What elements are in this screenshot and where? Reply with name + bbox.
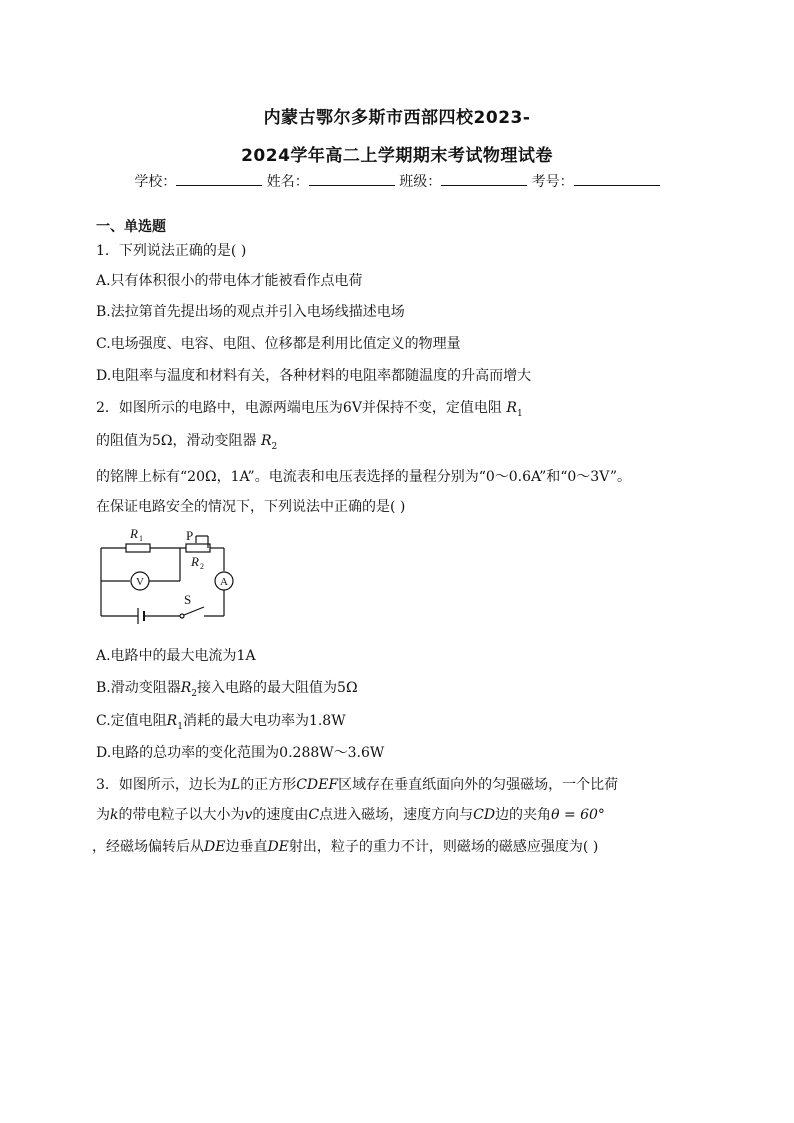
option-c-text: C.定值电阻 <box>96 713 167 729</box>
question-3-line-2 <box>96 804 605 824</box>
circuit-label-r1: R <box>130 526 138 541</box>
q3-text: 边的夹角 <box>495 807 552 823</box>
question-1-option-b: B.法拉第首先提出场的观点并引入电场线描述电场 <box>96 304 405 320</box>
question-1-option-a: A.只有体积很小的带电体才能被看作点电荷 <box>96 273 363 289</box>
r1-symbol: R <box>506 400 517 416</box>
q3-text: 3．如图所示，边长为 <box>96 777 231 793</box>
question-2-stem-line-2 <box>96 430 277 452</box>
question-2-stem-line-1 <box>96 397 523 419</box>
r2-symbol: R <box>180 680 192 696</box>
switch-label: S <box>184 592 192 607</box>
r1-subscript: 1 <box>177 721 183 732</box>
question-2-stem-line-3: 的铭牌上标有“20Ω，1A”。电流表和电压表选择的量程分别为“0～0.6A”和“0～3V”。 <box>96 469 631 485</box>
r1-subscript: 1 <box>516 408 523 419</box>
question-2-text: 的阻值为5Ω，滑动变阻器 <box>96 433 257 449</box>
exam-title-line-2: 2024学年高二上学期期末考试物理试卷 <box>241 146 553 166</box>
ammeter-label: A <box>220 576 228 588</box>
section-heading: 一、单选题 <box>96 219 166 235</box>
q3-symbol-de: DE <box>204 839 226 855</box>
r2-symbol: R <box>260 433 272 449</box>
question-1-stem: 1．下列说法正确的是( ) <box>96 243 247 259</box>
resistor-r1 <box>126 544 150 552</box>
r2-subscript: 2 <box>191 688 198 699</box>
q3-symbol-c: C <box>308 807 320 823</box>
q3-angle: θ = 60° <box>551 807 605 823</box>
class-blank[interactable] <box>441 172 527 186</box>
q3-text: ，经磁场偏转后从 <box>92 839 204 855</box>
q3-text: 的速度由 <box>252 807 309 823</box>
q3-text: 边垂直 <box>225 839 268 855</box>
student-info-fields <box>0 171 794 191</box>
r1-symbol: R <box>166 713 178 729</box>
q3-symbol-cd: CD <box>473 807 496 823</box>
q3-text: 的带电粒子以大小为 <box>118 807 245 823</box>
q3-symbol-k: k <box>110 807 119 823</box>
option-b-text: 接入电路的最大阻值为5Ω <box>197 680 358 696</box>
question-2-option-b <box>96 677 358 699</box>
question-2-stem-line-4: 在保证电路安全的情况下，下列说法中正确的是( ) <box>96 499 406 515</box>
exam-number-blank[interactable] <box>574 172 660 186</box>
circuit-label-r2-sub: 2 <box>200 562 204 571</box>
circuit-label-r1-sub: 1 <box>139 534 143 543</box>
switch-contact <box>180 614 184 618</box>
q3-symbol-l: L <box>230 777 241 793</box>
switch-blade <box>184 607 204 615</box>
rheostat-r2 <box>186 544 210 552</box>
option-c-text: 消耗的最大电功率为1.8W <box>182 713 346 729</box>
name-label: 姓名： <box>266 174 309 190</box>
question-3-line-3 <box>92 836 598 856</box>
circuit-label-r2: R <box>191 554 199 569</box>
q3-text: 为 <box>96 807 110 823</box>
exam-number-label: 考号： <box>531 174 574 190</box>
school-blank[interactable] <box>176 172 262 186</box>
circuit-label-p: P <box>186 528 194 543</box>
q3-text: 的正方形 <box>240 777 297 793</box>
voltmeter-label: V <box>136 576 144 588</box>
name-blank[interactable] <box>309 172 395 186</box>
question-2-text: 2．如图所示的电路中，电源两端电压为6V并保持不变，定值电阻 <box>96 400 502 416</box>
question-1-option-c: C.电场强度、电容、电阻、位移都是利用比值定义的物理量 <box>96 336 461 352</box>
option-b-text: B.滑动变阻器 <box>96 680 181 696</box>
question-2-option-d: D.电路的总功率的变化范围为0.288W～3.6W <box>96 745 385 761</box>
circuit-diagram <box>96 524 246 624</box>
q3-text: 区域存在垂直纸面向外的匀强磁场，一个比荷 <box>338 777 619 793</box>
question-2-option-a: A.电路中的最大电流为1A <box>96 648 256 664</box>
r2-subscript: 2 <box>271 441 278 452</box>
q3-symbol-cdef: CDEF <box>296 777 339 793</box>
exam-title-line-1: 内蒙古鄂尔多斯市西部四校2023- <box>263 108 531 128</box>
class-label: 班级： <box>399 174 442 190</box>
question-3-line-1 <box>96 774 618 794</box>
question-1-option-d: D.电阻率与温度和材料有关，各种材料的电阻率都随温度的升高而增大 <box>96 368 532 384</box>
q3-text: 射出，粒子的重力不计，则磁场的磁感应强度为( ) <box>288 839 599 855</box>
question-2-option-c <box>96 710 346 732</box>
q3-symbol-de: DE <box>267 839 289 855</box>
q3-symbol-v: v <box>244 807 253 823</box>
q3-text: 点进入磁场，速度方向与 <box>319 807 474 823</box>
school-label: 学校： <box>134 174 177 190</box>
